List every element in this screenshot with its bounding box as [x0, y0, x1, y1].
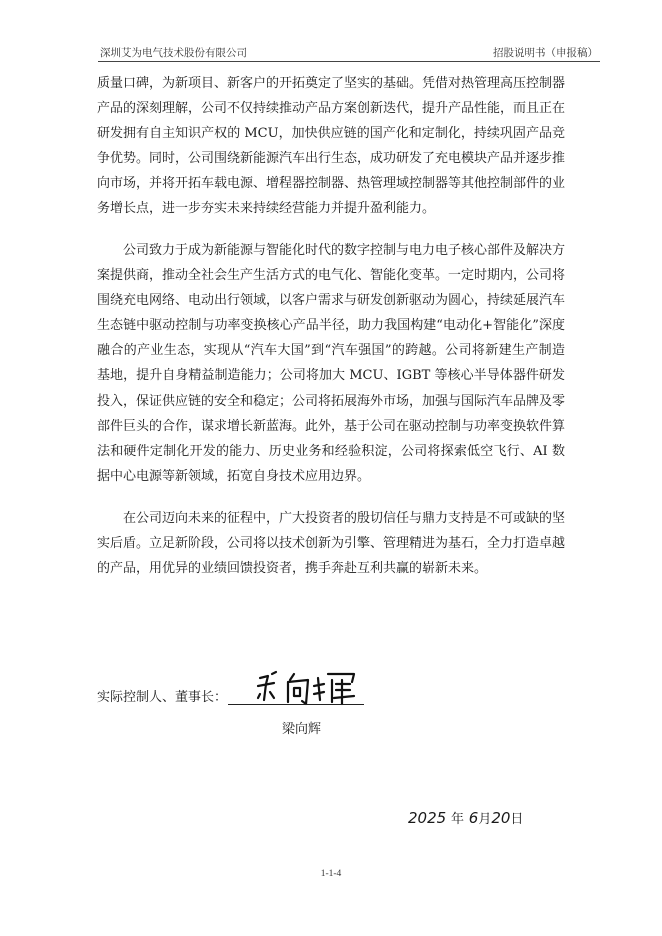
date-year: 2025	[408, 809, 447, 827]
signing-date	[408, 808, 523, 827]
body-paragraph-3: 在公司迈向未来的征程中，广大投资者的殷切信任与鼎力支持是不可或缺的坚实后盾。立足新阶段，公司将以技术创新为引擎、管理精进为基石，全力打造卓越的产品，用优异的业绩回馈投资者，携手奔赴互利共赢的崭新未来。	[97, 511, 566, 577]
handwritten-signature	[254, 668, 364, 708]
body-paragraph-2: 公司致力于成为新能源与智能化时代的数字控制与电力电子核心部件及解决方案提供商，推动全社会生产生活方式的电气化、智能化变革。一定时期内，公司将围绕充电网络、电动出行领域，以客户需求与研发创新驱动为圆心，持续延展汽车生态链中驱动控制与功率变换核心产品半径，助力我国构建“电动化+智能化”深度融合的产业生态，实现从“汽车大国”到“汽车强国”的跨越。公司将新建生产制造基地，提升自身精益制造能力；公司将加大 MCU、IGBT 等核心半导体器件研发投入，保证供应链的安全和稳定；公司将拓展海外市场，加强与国际汽车品牌及零部件巨头的合作，谋求增长新蓝海。此外，基于公司在驱动控制与功率变换软件算法和硬件定制化开发的能力、历史业务和经验积淀，公司将探索低空飞行、AI 数据中心电源等新领域，拓宽自身技术应用边界。	[97, 243, 566, 484]
date-month-unit: 月	[478, 812, 492, 827]
date-day-unit: 日	[510, 812, 524, 827]
date-day: 20	[491, 809, 511, 827]
body-paragraph-1: 质量口碑，为新项目、新客户的开拓奠定了坚实的基础。凭借对热管理高压控制器产品的深刻理解，公司不仅持续推动产品方案创新迭代，提升产品性能，而且正在研发拥有自主知识产权的 MCU，加快供应链的国产化和定制化，持续巩固产品竞争优势。同时，公司围绕新能源汽车出行生态，成功研发了充电模块产品并逐步推向市场，并将开拓车载电源、增程器控制器、热管理域控制器等其他控制部件的业务增长点，进一步夯实未来持续经营能力并提升盈利能力。	[97, 76, 566, 217]
date-month: 6	[468, 809, 479, 827]
signatory-printed-name: 梁向辉	[282, 722, 322, 737]
date-year-unit: 年	[450, 812, 464, 827]
header-company-name: 深圳艾为电气技术股份有限公司	[100, 47, 247, 59]
page-number: 1-1-4	[320, 869, 342, 879]
header-divider	[98, 61, 600, 62]
signature-line	[228, 704, 364, 705]
header-document-type: 招股说明书（申报稿）	[493, 47, 598, 59]
signatory-title-label: 实际控制人、董事长：	[97, 690, 228, 705]
